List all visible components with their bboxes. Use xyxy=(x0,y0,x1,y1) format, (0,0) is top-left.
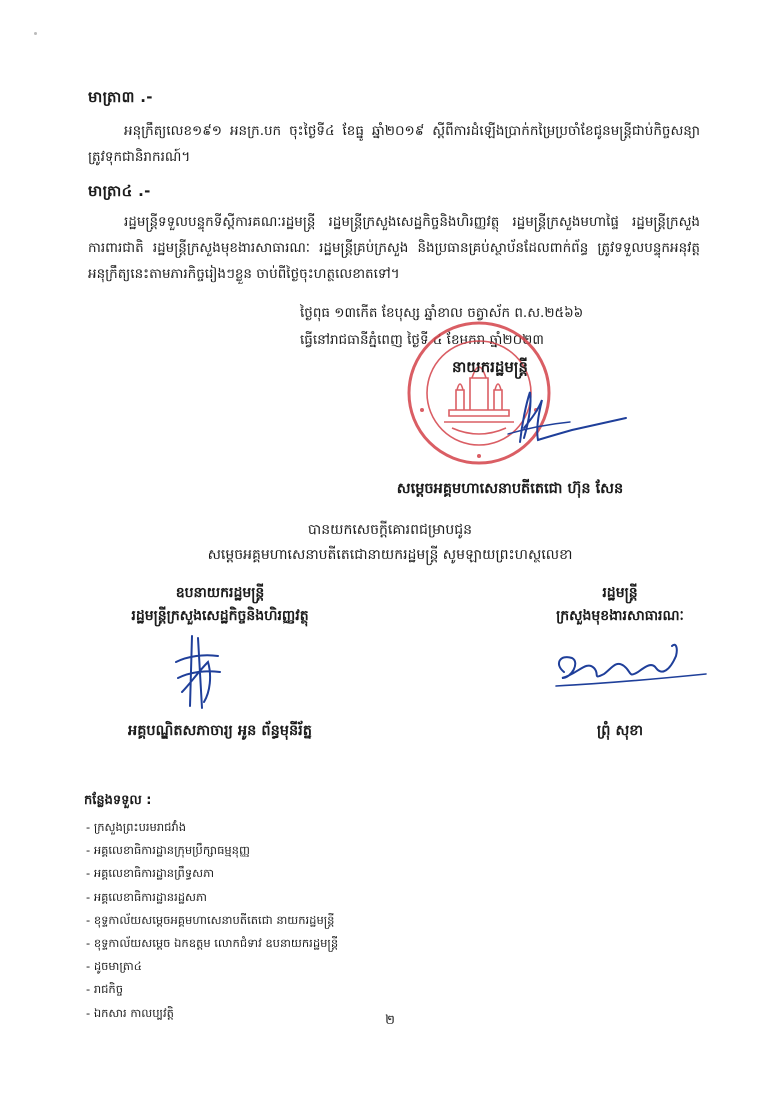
list-item: - ក្រសួងព្រះបរមរាជវាំង xyxy=(86,816,338,839)
left-signatory-title-2: រដ្ឋមន្ត្រីក្រសួងសេដ្ឋកិច្ចនិងហិរញ្ញវត្ថុ xyxy=(131,608,309,624)
submission-line-1: បានយកសេចក្ដីគោរពជម្រាបជូន xyxy=(307,522,473,538)
left-signatory-title-1: ឧបនាយករដ្ឋមន្ត្រី xyxy=(175,585,265,601)
list-item: - ឯកសារ កាលប្បវត្តិ xyxy=(86,1002,338,1025)
recipients-heading: កន្លែងទទួល : xyxy=(84,793,152,808)
prime-minister-title: នាយករដ្ឋមន្ត្រី xyxy=(452,358,528,376)
prime-minister-name: សម្ដេចអគ្គមហាសេនាបតីតេជោ ហ៊ុន សែន xyxy=(396,481,624,497)
article-4-heading: មាត្រា៤ .- xyxy=(88,182,151,200)
article-3-heading: មាត្រា៣ .- xyxy=(88,88,153,106)
right-signatory-title-1: រដ្ឋមន្ត្រី xyxy=(602,585,638,601)
list-item: - ដូចមាត្រា៤ xyxy=(86,955,338,978)
prime-minister-signature-icon xyxy=(498,388,638,450)
right-signatory-name: ព្រុំ សុខា xyxy=(596,723,644,739)
right-signatory-title-2: ក្រសួងមុខងារសាធារណៈ xyxy=(556,608,684,624)
page-number: ២ xyxy=(385,1013,395,1028)
left-signatory-name: អគ្គបណ្ឌិតសភាចារ្យ អូន ព័ន្ធមុនីរ័ត្ន xyxy=(128,723,312,739)
list-item: - អគ្គលេខាធិការដ្ឋានព្រឹទ្ធសភា xyxy=(86,862,338,885)
lunar-date: ថ្ងៃពុធ ១៣កើត ខែបុស្ស ឆ្នាំខាល ចត្វាស័ក ព.ស.២៥៦៦ xyxy=(300,305,584,321)
left-signatory-signature-icon xyxy=(168,632,224,710)
scan-speck xyxy=(34,32,37,35)
article-4-body: រដ្ឋមន្ត្រីទទួលបន្ទុកទីស្ដីការគណៈរដ្ឋមន្ត្រី រដ្ឋមន្ត្រីក្រសួងសេដ្ឋកិច្ចនិងហិរញ្ញវត្ថុ រដ្ឋមន្ត្រីក្រសួងមហាផ្ទៃ រដ្ឋមន្ត្រីក្រសួងការពារជាតិ រដ្ឋមន្ត្រីក្រសួងមុខងារសាធារណៈ រដ្ឋមន្ត្រីគ្រប់ក្រសួង និងប្រធានគ្រប់ស្ថាប័នដែលពាក់ព័ន្ធ ត្រូវទទួលបន្ទុកអនុវត្តអនុក្រឹត្យនេះតាមភារកិច្ចរៀងៗខ្លួន ចាប់ពីថ្ងៃចុះហត្ថលេខាតទៅ។ xyxy=(88,214,700,282)
list-item: - អគ្គលេខាធិការដ្ឋានក្រុមប្រឹក្សាធម្មនុញ្ញ xyxy=(86,839,338,862)
right-signatory-signature-icon xyxy=(546,634,716,700)
article-3-body: អនុក្រឹត្យលេខ១៩១ អនក្រ.បក ចុះថ្ងៃទី៤ ខែធ្នូ ឆ្នាំ២០១៩ ស្ដីពីការដំឡើងប្រាក់កម្រៃប្រចាំខែជូនមន្ត្រីជាប់កិច្ចសន្យា ត្រូវទុកជានិរាករណ៍។ xyxy=(88,123,700,165)
list-item: - រាជកិច្ច xyxy=(86,978,338,1001)
solar-date: ធ្វើនៅរាជធានីភ្នំពេញ ថ្ងៃទី ៤ ខែមករា ឆ្នាំ២០២៣ xyxy=(300,332,544,348)
recipients-list xyxy=(86,816,338,1025)
submission-line-2: សម្ដេចអគ្គមហាសេនាបតីតេជោនាយករដ្ឋមន្ត្រី សូមឡាយព្រះហស្ថលេខា xyxy=(207,547,573,563)
list-item: - អគ្គលេខាធិការដ្ឋានរដ្ឋសភា xyxy=(86,886,338,909)
list-item: - ខុទ្ទកាល័យសម្ដេច ឯកឧត្ដម លោកជំទាវ ឧបនាយករដ្ឋមន្ត្រី xyxy=(86,932,338,955)
list-item: - ខុទ្ទកាល័យសម្ដេចអគ្គមហាសេនាបតីតេជោ នាយករដ្ឋមន្ត្រី xyxy=(86,909,338,932)
